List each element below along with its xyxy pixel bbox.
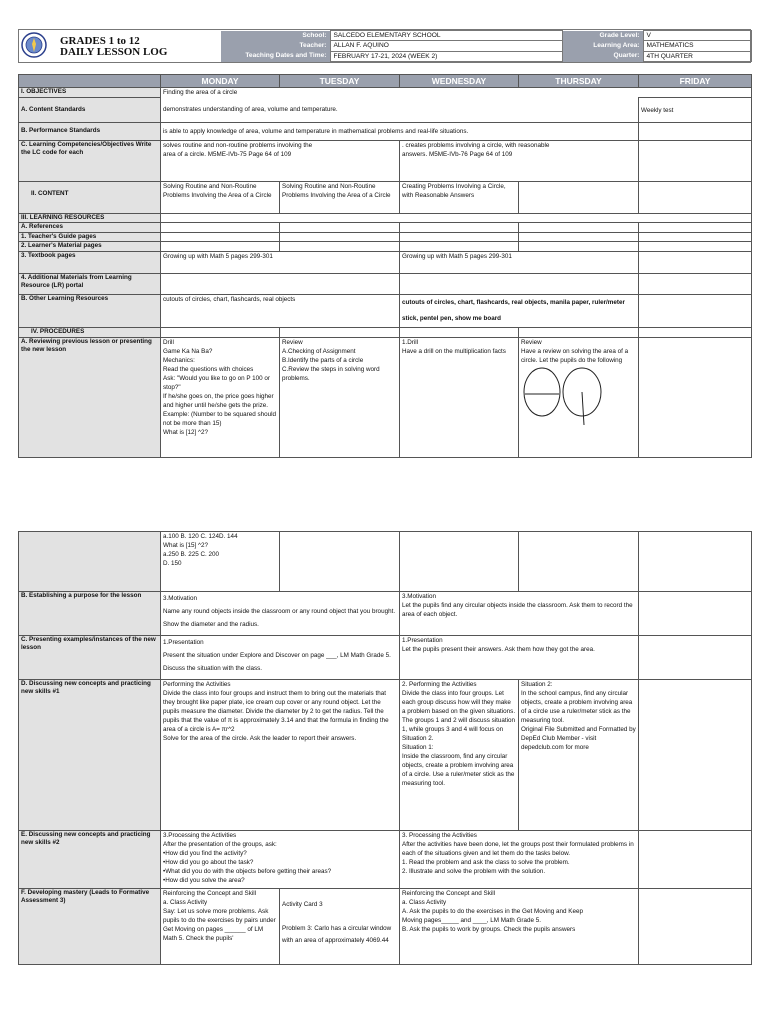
header-frame xyxy=(18,29,751,63)
discussing-1-wed: 2. Performing the Activities Divide the class into four groups. Let each group discuss how will they make a problem based on the given situations. The groups 1 and 2 will discuss situation 1, while groups 3 and 4 will focus on Situation 2. Situation 1: Inside the classroom, find any circular objects, create a problem involving area of a circle. Use a ruler/meter stick as the measuring tool. xyxy=(400,680,519,831)
reviewing-lesson-label: A. Reviewing previous lesson or presenting the new lesson xyxy=(19,337,161,457)
competencies-label: C. Learning Competencies/Objectives Write the LC code for each xyxy=(19,141,161,182)
presenting-label: C. Presenting examples/instances of the new lesson xyxy=(19,636,161,680)
school-value: SALCEDO ELEMENTARY SCHOOL xyxy=(330,31,562,41)
day-wednesday: WEDNESDAY xyxy=(400,75,519,88)
reviewing-continued-mon: a.100 B. 120 C. 124D. 144 What is [15] ^2? a.250 B. 225 C. 200 D. 150 xyxy=(161,532,280,592)
discussing-1-mon: Performing the Activities Divide the class into four groups and instruct them to bring out the materials that they brought like paper plate, ice cream cup cover or any round object. Let the pupils measure the diameter. Divide the diameter by 2 to get the radius. Tell the pupils that the value of π is approximately 3.14 and that the formula in finding the area of a circle is A= πr^2 Solve for the area of the circle. Ask the leader to report their answers. xyxy=(161,680,400,831)
textbook-pages-wed: Growing up with Math 5 pages 299-301 xyxy=(400,251,639,273)
reviewing-thu: Review Have a review on solving the area of a circle. Let the pupils do the following xyxy=(519,337,639,457)
formative-mon: Reinforcing the Concept and Skill a. Class Activity Say: Let us solve more problems. Ask pupils to do the exercises by pairs under Get Moving on pages ______ of LM Math 5. Check the pupils' xyxy=(161,889,280,965)
circles-sketch xyxy=(522,365,612,427)
title-line-2: DAILY LESSON LOG xyxy=(60,46,168,58)
presenting-mon: 1.Presentation Present the situation under Explore and Discover on page ___, LM Math Grade 5. Discuss the situation with the class. xyxy=(161,636,400,680)
learners-material-label: 2. Learner's Material pages xyxy=(19,242,161,251)
textbook-pages-label: 3. Textbook pages xyxy=(19,251,161,273)
content-standards-text: demonstrates understanding of area, volume and temperature. xyxy=(161,98,639,123)
quarter-label: Quarter: xyxy=(562,51,643,61)
other-resources-wed: cutouts of circles, chart, flashcards, real objects, manila paper, ruler/meter stick, pentel pen, show me board xyxy=(400,294,639,327)
content-tue: Solving Routine and Non-Routine Problems Involving the Area of a Circle xyxy=(280,182,400,214)
performance-standards-text: is able to apply knowledge of area, volume and temperature in mathematical problems and real-life situations. xyxy=(161,123,639,141)
performance-standards-label: B. Performance Standards xyxy=(19,123,161,141)
textbook-pages-mon: Growing up with Math 5 pages 299-301 xyxy=(161,251,400,273)
teacher-value: ALLAN F. AQUINO xyxy=(330,41,562,51)
procedures-label: IV. PROCEDURES xyxy=(19,327,161,337)
content-label: II. CONTENT xyxy=(19,182,161,214)
formative-wed: Reinforcing the Concept and Skill a. Class Activity A. Ask the pupils to do the exercises in the Get Moving and Keep Moving pages_____ and ____, LM Math Grade 5. B. Ask the pupils to work by groups. Check the pupils answers xyxy=(400,889,639,965)
title-line-1: GRADES 1 to 12 xyxy=(60,35,140,47)
content-mon: Solving Routine and Non-Routine Problems Involving the Area of a Circle xyxy=(161,182,280,214)
discussing-2-wed: 3. Processing the Activities After the activities have been done, let the groups post their formulated problems in each of the situations given and let them do the tasks below. 1. Read the problem and ask the class to solve the problem. 2. Illustrate and solve the problem with the solution. xyxy=(400,831,639,889)
day-tuesday: TUESDAY xyxy=(280,75,400,88)
content-standards-label: A. Content Standards xyxy=(19,98,161,123)
quarter-value: 4TH QUARTER xyxy=(643,51,751,61)
reviewing-tue: Review A.Checking of Assignment B.Identify the parts of a circle C.Review the steps in solving word problems. xyxy=(280,337,400,457)
discussing-1-label: D. Discussing new concepts and practicing new skills #1 xyxy=(19,680,161,831)
reviewing-mon: Drill Game Ka Na Ba? Mechanics: Read the questions with choices Ask: "Would you like to go on P 100 or stop?" If he/she goes on, the price goes higher and higher until he/she gets the prize. Example: (Number to be squared should not be more than 15) What is [12] ^2? xyxy=(161,337,280,457)
objectives-label: I. OBJECTIVES xyxy=(19,88,161,98)
formative-tue: Activity Card 3 Problem 3: Carlo has a circular window with an area of approximately 4069.44 xyxy=(280,889,400,965)
weekly-test-text: Weekly test xyxy=(639,98,752,123)
references-label: A. References xyxy=(19,223,161,232)
teacher-label: Teacher: xyxy=(221,41,330,51)
purpose-label: B. Establishing a purpose for the lesson xyxy=(19,592,161,636)
competencies-mon: solves routine and non-routine problems involving the area of a circle. M5ME-IVb-75 Page 64 of 109 xyxy=(161,141,400,182)
discussing-2-mon: 3.Processing the Activities After the presentation of the groups, ask: •How did you find the activity? •How did you go about the task? •What did you do with the objects before getting their areas? •How did you solve the area? xyxy=(161,831,400,889)
lesson-table-page-1 xyxy=(18,74,752,458)
content-wed: Creating Problems Involving a Circle, with Reasonable Answers xyxy=(400,182,519,214)
area-value: MATHEMATICS xyxy=(643,41,751,51)
area-label: Learning Area: xyxy=(562,41,643,51)
formative-label: F. Developing mastery (Leads to Formative Assessment 3) xyxy=(19,889,161,965)
dates-label: Teaching Dates and Time: xyxy=(221,51,330,61)
objectives-text: Finding the area of a circle xyxy=(161,88,752,98)
dates-value: FEBRUARY 17-21, 2024 (WEEK 2) xyxy=(330,51,562,61)
discussing-1-thu: Situation 2: In the school campus, find any circular objects, create a problem involving area of a circle use a ruler/meter stick as the measuring tool. Original File Submitted and Formatted by DepEd Club Member - visit depedclub.com for more xyxy=(519,680,639,831)
purpose-mon: 3.Motivation Name any round objects inside the classroom or any round object that you brought. Show the diameter and the radius. xyxy=(161,592,400,636)
lesson-table-page-2 xyxy=(18,531,752,965)
other-resources-label: B. Other Learning Resources xyxy=(19,294,161,327)
competencies-wed: . creates problems involving a circle, with reasonable answers. M5ME-IVb-76 Page 64 of 109 xyxy=(400,141,639,182)
reviewing-wed: 1.Drill Have a drill on the multiplication facts xyxy=(400,337,519,457)
teachers-guide-label: 1. Teacher's Guide pages xyxy=(19,232,161,241)
purpose-wed: 3.Motivation Let the pupils find any circular objects inside the classroom. Ask them to record the area of each object. xyxy=(400,592,639,636)
discussing-2-label: E. Discussing new concepts and practicing new skills #2 xyxy=(19,831,161,889)
presenting-wed: 1.Presentation Let the pupils present their answers. Ask them how they got the area. xyxy=(400,636,639,680)
grade-label: Grade Level: xyxy=(562,31,643,41)
school-label: School: xyxy=(221,31,330,41)
day-monday: MONDAY xyxy=(161,75,280,88)
learning-resources-label: III. LEARNING RESOURCES xyxy=(19,214,161,223)
additional-materials-label: 4. Additional Materials from Learning Resource (LR) portal xyxy=(19,273,161,294)
day-thursday: THURSDAY xyxy=(519,75,639,88)
other-resources-mon: cutouts of circles, chart, flashcards, real objects xyxy=(161,294,400,327)
grade-value: V xyxy=(643,31,751,41)
day-friday: FRIDAY xyxy=(639,75,752,88)
